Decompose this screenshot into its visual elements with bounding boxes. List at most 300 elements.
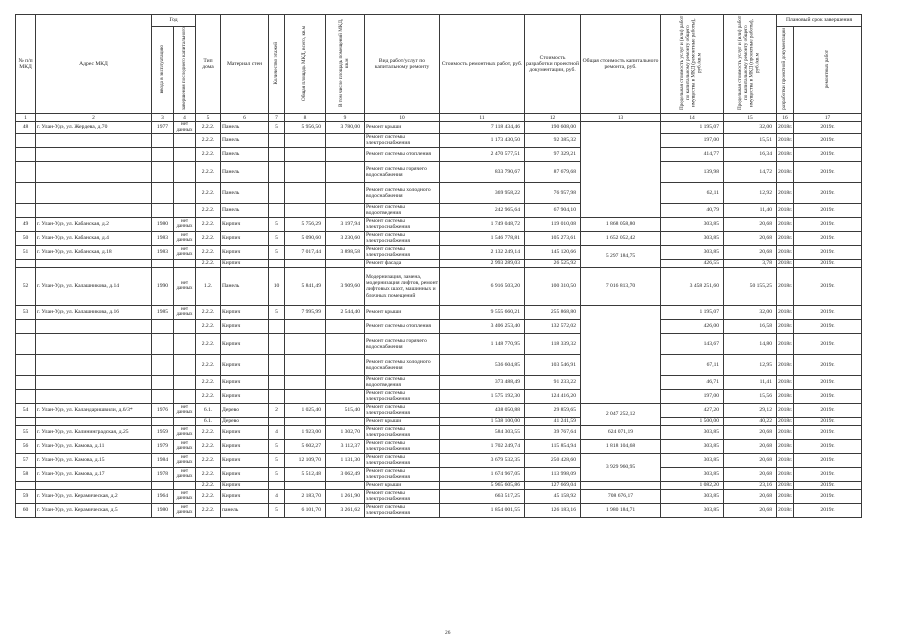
cell-residential-area: 515,40 bbox=[326, 403, 365, 417]
cell-work-type: Ремонт системы электроснабжения bbox=[365, 217, 440, 231]
cell-total-cost: 708 676,17 bbox=[581, 489, 661, 503]
cell-year-built bbox=[152, 203, 174, 217]
table-row bbox=[16, 122, 862, 134]
cell-floors: 5 bbox=[269, 503, 285, 517]
cell-work-type: Ремонт системы водоотведения bbox=[365, 203, 440, 217]
cell-residential-area bbox=[326, 319, 365, 333]
cell-year-last-repair bbox=[174, 259, 196, 267]
cell-address: г. Улан-Удэ, ул. Калашникова, д.14 bbox=[36, 267, 152, 305]
column-number: 3 bbox=[152, 114, 174, 122]
cell-deadline-repair: 2019г. bbox=[794, 122, 862, 134]
cell-address: г. Улан-Удэ, ул. Камова, д.17 bbox=[36, 467, 152, 481]
cell-deadline-design: 2018г. bbox=[777, 489, 794, 503]
cell-work-type: Ремонт системы горячего водоснабжения bbox=[365, 333, 440, 354]
cell-residential-area bbox=[326, 203, 365, 217]
cell-deadline-repair: 2019г. bbox=[794, 203, 862, 217]
cell-wall-material: Кирпич bbox=[221, 245, 269, 259]
cell-year-last-repair bbox=[174, 319, 196, 333]
cell-max-cost-repair: 1 500,00 bbox=[661, 417, 724, 425]
table-row bbox=[16, 489, 862, 503]
cell-wall-material: Кирпич bbox=[221, 467, 269, 481]
cell-max-cost-repair: 303,85 bbox=[661, 503, 724, 517]
cell-floors: 5 bbox=[269, 231, 285, 245]
cell-row-number bbox=[16, 333, 36, 354]
cell-residential-area bbox=[326, 182, 365, 203]
cell-design-cost: 119 010,08 bbox=[525, 217, 581, 231]
cell-floors: 4 bbox=[269, 425, 285, 439]
column-number: 11 bbox=[440, 114, 525, 122]
cell-residential-area bbox=[326, 147, 365, 161]
header-work-type: Вид работ/услуг по капитальному ремонту bbox=[365, 15, 440, 114]
cell-total-cost: 624 071,19 bbox=[581, 425, 661, 439]
cell-floors: 5 bbox=[269, 453, 285, 467]
cell-year-built: 1976 bbox=[152, 403, 174, 417]
cell-house-type: 2.2.2. bbox=[196, 161, 221, 182]
cell-floors bbox=[269, 133, 285, 147]
cell-deadline-repair: 2019г. bbox=[794, 439, 862, 453]
cell-house-type: 2.2.2. bbox=[196, 147, 221, 161]
column-number: 10 bbox=[365, 114, 440, 122]
cell-deadline-design: 2018г. bbox=[777, 147, 794, 161]
cell-deadline-design: 2018г. bbox=[777, 161, 794, 182]
cell-max-cost-repair: 1 195,07 bbox=[661, 122, 724, 134]
cell-max-cost-repair: 1 195,07 bbox=[661, 305, 724, 319]
cell-work-type: Ремонт крыши bbox=[365, 305, 440, 319]
cell-total-cost: 1 652 052,42 bbox=[581, 231, 661, 245]
cell-year-built: 1983 bbox=[152, 245, 174, 259]
cell-year-last-repair bbox=[174, 354, 196, 375]
cell-work-type: Ремонт системы электроснабжения bbox=[365, 439, 440, 453]
cell-deadline-design: 2018г. bbox=[777, 354, 794, 375]
cell-deadline-repair: 2019г. bbox=[794, 259, 862, 267]
cell-wall-material: панель bbox=[221, 503, 269, 517]
cell-floors bbox=[269, 354, 285, 375]
cell-deadline-repair: 2019г. bbox=[794, 217, 862, 231]
column-number: 4 bbox=[174, 114, 196, 122]
cell-max-cost-design: 12,95 bbox=[724, 354, 777, 375]
header-year-last-repair: завершения последнего капитального bbox=[180, 27, 187, 111]
cell-max-cost-design: 20,68 bbox=[724, 217, 777, 231]
table-row bbox=[16, 182, 862, 203]
cell-repair-cost: 2 993 289,03 bbox=[440, 259, 525, 267]
cell-residential-area bbox=[326, 259, 365, 267]
cell-house-type: 2.2.2. bbox=[196, 467, 221, 481]
cell-row-number: 59 bbox=[16, 489, 36, 503]
cell-work-type: Ремонт системы отопления bbox=[365, 147, 440, 161]
cell-house-type: 2.2.2. bbox=[196, 182, 221, 203]
cell-wall-material: Кирпич bbox=[221, 319, 269, 333]
cell-year-built bbox=[152, 161, 174, 182]
cell-deadline-repair: 2019г. bbox=[794, 231, 862, 245]
cell-work-type: Ремонт крыши bbox=[365, 417, 440, 425]
cell-row-number bbox=[16, 161, 36, 182]
cell-max-cost-repair: 303,85 bbox=[661, 425, 724, 439]
cell-max-cost-repair: 303,85 bbox=[661, 439, 724, 453]
cell-max-cost-repair: 1 082,20 bbox=[661, 481, 724, 489]
cell-repair-cost: 1 173 430,50 bbox=[440, 133, 525, 147]
cell-address bbox=[36, 319, 152, 333]
cell-year-built: 1990 bbox=[152, 267, 174, 305]
cell-wall-material: Панель bbox=[221, 161, 269, 182]
cell-total-area: 1 923,00 bbox=[285, 425, 326, 439]
cell-year-last-repair: нет данных bbox=[174, 489, 196, 503]
cell-design-cost: 26 525,92 bbox=[525, 259, 581, 267]
cell-total-area: 7 995,99 bbox=[285, 305, 326, 319]
header-num: № п/п МКД bbox=[16, 15, 36, 114]
cell-wall-material: Кирпич bbox=[221, 305, 269, 319]
cell-year-built: 1978 bbox=[152, 467, 174, 481]
cell-max-cost-design: 11,40 bbox=[724, 203, 777, 217]
cell-year-last-repair: нет данных bbox=[174, 403, 196, 417]
cell-max-cost-design: 20,68 bbox=[724, 453, 777, 467]
cell-repair-cost: 242 965,64 bbox=[440, 203, 525, 217]
cell-address bbox=[36, 354, 152, 375]
cell-row-number: 57 bbox=[16, 453, 36, 467]
cell-deadline-repair: 2019г. bbox=[794, 403, 862, 417]
cell-wall-material: Панель bbox=[221, 133, 269, 147]
cell-repair-cost: 1 546 778,81 bbox=[440, 231, 525, 245]
cell-house-type: 2.2.2. bbox=[196, 231, 221, 245]
cell-work-type: Ремонт системы электроснабжения bbox=[365, 133, 440, 147]
cell-floors: 2 bbox=[269, 403, 285, 417]
cell-total-area: 5 512,48 bbox=[285, 467, 326, 481]
cell-house-type: 2.2.2. bbox=[196, 453, 221, 467]
header-residential-area: В том числе площадь помещений МКД, кв.м bbox=[338, 18, 351, 108]
page-number: 26 bbox=[445, 630, 451, 636]
cell-repair-cost: 5 965 605,86 bbox=[440, 481, 525, 489]
cell-house-type: 2.2.2. bbox=[196, 333, 221, 354]
cell-year-built: 1979 bbox=[152, 439, 174, 453]
cell-max-cost-repair: 414,77 bbox=[661, 147, 724, 161]
cell-house-type: 2.2.2. bbox=[196, 354, 221, 375]
cell-repair-cost: 369 958,22 bbox=[440, 182, 525, 203]
cell-design-cost: 103 546,91 bbox=[525, 354, 581, 375]
cell-repair-cost: 6 916 503,20 bbox=[440, 267, 525, 305]
cell-max-cost-repair: 197,00 bbox=[661, 389, 724, 403]
cell-max-cost-repair: 426,55 bbox=[661, 259, 724, 267]
table-row bbox=[16, 161, 862, 182]
cell-max-cost-design: 16,34 bbox=[724, 147, 777, 161]
cell-residential-area: 3 780,00 bbox=[326, 122, 365, 134]
cell-deadline-repair: 2019г. bbox=[794, 161, 862, 182]
cell-residential-area bbox=[326, 389, 365, 403]
column-number-row bbox=[16, 114, 862, 122]
cell-address bbox=[36, 182, 152, 203]
cell-max-cost-repair: 62,11 bbox=[661, 182, 724, 203]
cell-floors bbox=[269, 389, 285, 403]
header-total-area: Общая площадь МКД, всего, кв.м bbox=[301, 25, 308, 101]
column-number: 1 bbox=[16, 114, 36, 122]
cell-max-cost-repair: 303,85 bbox=[661, 217, 724, 231]
cell-floors bbox=[269, 375, 285, 389]
column-number: 7 bbox=[269, 114, 285, 122]
cell-year-last-repair bbox=[174, 133, 196, 147]
cell-total-area bbox=[285, 417, 326, 425]
cell-work-type: Ремонт системы электроснабжения bbox=[365, 453, 440, 467]
cell-deadline-repair: 2019г. bbox=[794, 147, 862, 161]
cell-design-cost: 29 859,65 bbox=[525, 403, 581, 417]
cell-year-last-repair bbox=[174, 389, 196, 403]
table-row bbox=[16, 217, 862, 231]
cell-address bbox=[36, 389, 152, 403]
cell-max-cost-design: 32,00 bbox=[724, 122, 777, 134]
cell-row-number: 51 bbox=[16, 245, 36, 259]
column-number: 5 bbox=[196, 114, 221, 122]
cell-deadline-design: 2018г. bbox=[778, 260, 793, 267]
cell-year-last-repair: нет данных bbox=[174, 231, 196, 245]
cell-work-type: Ремонт системы электроснабжения bbox=[365, 231, 440, 245]
cell-total-area: 5 841,49 bbox=[285, 267, 326, 305]
cell-repair-cost: 663 517,25 bbox=[440, 489, 525, 503]
header-floors: Количество этажей bbox=[272, 41, 279, 85]
cell-max-cost-design: 23,16 bbox=[724, 481, 777, 489]
cell-wall-material: Кирпич bbox=[221, 489, 269, 503]
cell-year-last-repair: нет данных bbox=[174, 503, 196, 517]
cell-total-area: 5 956,50 bbox=[285, 122, 326, 134]
cell-deadline-repair: 2019г. bbox=[794, 425, 862, 439]
cell-total-area bbox=[285, 161, 326, 182]
header-total-cost: Общая стоимость капитального ремонта, руб. bbox=[581, 15, 661, 114]
cell-max-cost-design: 16,58 bbox=[724, 319, 777, 333]
cell-year-last-repair: нет данных bbox=[174, 122, 196, 134]
cell-deadline-design: 2018г. bbox=[778, 482, 793, 489]
cell-design-cost: 87 679,68 bbox=[525, 161, 581, 182]
cell-residential-area: 3 909,60 bbox=[326, 267, 365, 305]
cell-house-type: 2.2.2. bbox=[196, 375, 221, 389]
cell-address bbox=[36, 481, 152, 489]
cell-wall-material: Дерево bbox=[221, 417, 269, 425]
cell-max-cost-design: 14,80 bbox=[724, 333, 777, 354]
column-number: 13 bbox=[581, 114, 661, 122]
cell-design-cost: 39 767,64 bbox=[525, 425, 581, 439]
cell-floors bbox=[269, 417, 285, 425]
cell-address bbox=[36, 133, 152, 147]
header-year-built: ввода в эксплуатацию bbox=[158, 44, 165, 94]
cell-max-cost-design: 20,68 bbox=[724, 467, 777, 481]
cell-house-type: 1.2. bbox=[196, 267, 221, 305]
cell-repair-cost: 1 702 249,74 bbox=[440, 439, 525, 453]
cell-year-built bbox=[152, 319, 174, 333]
cell-total-area bbox=[285, 182, 326, 203]
cell-max-cost-design: 29,12 bbox=[724, 403, 777, 417]
cell-deadline-design: 2018г. bbox=[777, 182, 794, 203]
cell-max-cost-design: 20,68 bbox=[724, 503, 777, 517]
cell-repair-cost: 1 674 967,05 bbox=[440, 467, 525, 481]
cell-work-type: Ремонт системы холодного водоснабжения bbox=[365, 182, 440, 203]
cell-total-area bbox=[285, 259, 326, 267]
cell-floors: 5 bbox=[269, 245, 285, 259]
cell-house-type: 2.2.2. bbox=[196, 217, 221, 231]
cell-wall-material: Кирпич bbox=[221, 333, 269, 354]
cell-repair-cost: 1 575 192,30 bbox=[440, 389, 525, 403]
cell-floors bbox=[269, 203, 285, 217]
cell-row-number bbox=[16, 375, 36, 389]
cell-max-cost-design: 14,72 bbox=[724, 161, 777, 182]
cell-address bbox=[36, 333, 152, 354]
cell-floors bbox=[269, 147, 285, 161]
table-row bbox=[16, 389, 862, 403]
cell-repair-cost: 7 118 434,46 bbox=[440, 122, 525, 134]
cell-floors: 5 bbox=[269, 122, 285, 134]
cell-year-built bbox=[152, 354, 174, 375]
cell-max-cost-design: 20,68 bbox=[724, 489, 777, 503]
cell-repair-cost: 584 303,55 bbox=[440, 425, 525, 439]
cell-house-type: 2.2.2. bbox=[196, 319, 221, 333]
cell-total-area: 1 025,40 bbox=[285, 403, 326, 417]
cell-house-type: 2.2.2. bbox=[196, 439, 221, 453]
cell-house-type: 2.2.2. bbox=[196, 122, 221, 134]
cell-residential-area: 2 544,40 bbox=[326, 305, 365, 319]
cell-max-cost-design: 15,56 bbox=[724, 389, 777, 403]
cell-address: г. Улан-Удэ, ул. Керамическая, д.2 bbox=[36, 489, 152, 503]
cell-wall-material: Панель bbox=[221, 147, 269, 161]
cell-repair-cost: 2 470 577,51 bbox=[440, 147, 525, 161]
cell-wall-material: Кирпич bbox=[221, 259, 269, 267]
cell-design-cost: 100 310,50 bbox=[525, 267, 581, 305]
cell-repair-cost: 833 790,67 bbox=[440, 161, 525, 182]
cell-floors bbox=[269, 481, 285, 489]
cell-design-cost: 97 329,21 bbox=[525, 147, 581, 161]
cell-year-built bbox=[152, 375, 174, 389]
cell-floors: 4 bbox=[269, 489, 285, 503]
cell-residential-area: 1 261,90 bbox=[326, 489, 365, 503]
cell-design-cost: 115 854,94 bbox=[525, 439, 581, 453]
cell-max-cost-repair: 303,85 bbox=[661, 467, 724, 481]
cell-max-cost-design: 50 155,25 bbox=[724, 267, 777, 305]
cell-work-type: Ремонт системы электроснабжения bbox=[365, 489, 440, 503]
cell-design-cost: 113 998,09 bbox=[525, 467, 581, 481]
cell-wall-material: Кирпич bbox=[221, 481, 269, 489]
cell-floors: 5 bbox=[269, 217, 285, 231]
cell-deadline-design: 2018г. bbox=[777, 503, 794, 517]
cell-design-cost: 190 608,00 bbox=[525, 122, 581, 134]
cell-year-last-repair bbox=[174, 161, 196, 182]
cell-row-number: 53 bbox=[16, 305, 36, 319]
cell-design-cost: 91 233,22 bbox=[525, 375, 581, 389]
cell-wall-material: Кирпич bbox=[221, 389, 269, 403]
cell-residential-area bbox=[326, 161, 365, 182]
cell-row-number bbox=[16, 203, 36, 217]
cell-max-cost-design: 20,68 bbox=[724, 245, 777, 259]
cell-deadline-design: 2018г. bbox=[778, 418, 793, 425]
column-number: 8 bbox=[285, 114, 326, 122]
cell-total-area bbox=[285, 133, 326, 147]
cell-max-cost-repair: 426,00 bbox=[661, 319, 724, 333]
cell-address bbox=[36, 203, 152, 217]
cell-design-cost: 255 868,80 bbox=[525, 305, 581, 319]
cell-residential-area: 3 112,37 bbox=[326, 439, 365, 453]
cell-residential-area bbox=[326, 417, 365, 425]
cell-total-area bbox=[285, 147, 326, 161]
cell-deadline-repair: 2019г. bbox=[794, 481, 862, 489]
cell-design-cost: 76 957,98 bbox=[525, 182, 581, 203]
cell-year-built: 1964 bbox=[152, 489, 174, 503]
cell-year-last-repair bbox=[174, 375, 196, 389]
repair-program-table bbox=[15, 14, 862, 518]
cell-year-built bbox=[152, 133, 174, 147]
cell-deadline-repair: 2019г. bbox=[794, 375, 862, 389]
cell-total-area: 5 090,60 bbox=[285, 231, 326, 245]
cell-deadline-repair: 2019г. bbox=[794, 467, 862, 481]
cell-total-area bbox=[285, 333, 326, 354]
cell-deadline-repair: 2019г. bbox=[794, 354, 862, 375]
cell-max-cost-design: 32,00 bbox=[724, 305, 777, 319]
cell-year-built bbox=[152, 389, 174, 403]
cell-floors bbox=[269, 319, 285, 333]
cell-deadline-repair: 2019г. bbox=[794, 245, 862, 259]
cell-work-type: Ремонт системы электроснабжения bbox=[365, 503, 440, 517]
cell-floors bbox=[269, 259, 285, 267]
cell-row-number bbox=[16, 319, 36, 333]
cell-work-type: Ремонт системы водоотведения bbox=[365, 375, 440, 389]
cell-work-type: Ремонт системы электроснабжения bbox=[365, 403, 440, 417]
cell-deadline-repair: 2019г. bbox=[794, 333, 862, 354]
cell-year-last-repair: нет данных bbox=[174, 217, 196, 231]
cell-address: г. Улан-Удэ, ул. Калашникова, д.16 bbox=[36, 305, 152, 319]
cell-repair-cost: 438 050,88 bbox=[440, 403, 525, 417]
cell-wall-material: Кирпич bbox=[221, 425, 269, 439]
cell-year-last-repair bbox=[174, 203, 196, 217]
cell-wall-material: Кирпич bbox=[221, 439, 269, 453]
cell-row-number: 52 bbox=[16, 267, 36, 305]
cell-house-type: 2.2.2. bbox=[196, 489, 221, 503]
cell-work-type: Ремонт крыши bbox=[365, 481, 440, 489]
cell-row-number bbox=[16, 481, 36, 489]
cell-row-number: 58 bbox=[16, 467, 36, 481]
cell-max-cost-repair: 67,11 bbox=[661, 354, 724, 375]
cell-deadline-repair: 2019г. bbox=[794, 267, 862, 305]
cell-total-cost: 1 818 104,68 bbox=[581, 439, 661, 453]
cell-design-cost: 132 572,02 bbox=[525, 319, 581, 333]
column-number: 16 bbox=[777, 114, 794, 122]
cell-deadline-design: 2018г. bbox=[777, 389, 794, 403]
cell-deadline-design: 2018г. bbox=[777, 122, 794, 134]
cell-year-built: 1977 bbox=[152, 122, 174, 134]
cell-deadline-design: 2018г. bbox=[777, 217, 794, 231]
cell-address: г. Улан-Удэ, ул. Кабанская, д.18 bbox=[36, 245, 152, 259]
cell-work-type: Ремонт системы электроснабжения bbox=[365, 245, 440, 259]
cell-row-number: 48 bbox=[16, 122, 36, 134]
header-deadline-design: разработки проектной документации bbox=[781, 28, 788, 110]
cell-address: г. Улан-Удэ, ул. Жердева, д.70 bbox=[36, 122, 152, 134]
cell-row-number: 55 bbox=[16, 425, 36, 439]
cell-year-last-repair: нет данных bbox=[174, 425, 196, 439]
cell-year-last-repair: нет данных bbox=[174, 467, 196, 481]
cell-deadline-design: 2018г. bbox=[777, 267, 794, 305]
cell-deadline-design: 2018г. bbox=[777, 375, 794, 389]
table-row bbox=[16, 333, 862, 354]
cell-year-built: 1983 bbox=[152, 231, 174, 245]
cell-repair-cost: 1 538 100,00 bbox=[440, 417, 525, 425]
cell-row-number bbox=[16, 354, 36, 375]
column-number: 17 bbox=[794, 114, 862, 122]
cell-work-type: Ремонт системы горячего водоснабжения bbox=[365, 161, 440, 182]
cell-house-type: 2.2.2. bbox=[196, 389, 221, 403]
cell-max-cost-repair: 427,20 bbox=[661, 403, 724, 417]
cell-deadline-design: 2018г. bbox=[777, 453, 794, 467]
table-row bbox=[16, 133, 862, 147]
cell-floors: 5 bbox=[269, 439, 285, 453]
cell-residential-area bbox=[326, 133, 365, 147]
cell-total-area: 5 756,29 bbox=[285, 217, 326, 231]
cell-max-cost-repair: 139,98 bbox=[661, 161, 724, 182]
cell-year-built bbox=[152, 417, 174, 425]
table-row bbox=[16, 425, 862, 439]
table-row bbox=[16, 481, 862, 489]
cell-row-number: 56 bbox=[16, 439, 36, 453]
cell-work-type: Модернизация, замена, модернизация лифтов, ремонт лифтовых шахт, машинных и блочных помещений bbox=[365, 267, 440, 305]
cell-total-area bbox=[285, 354, 326, 375]
